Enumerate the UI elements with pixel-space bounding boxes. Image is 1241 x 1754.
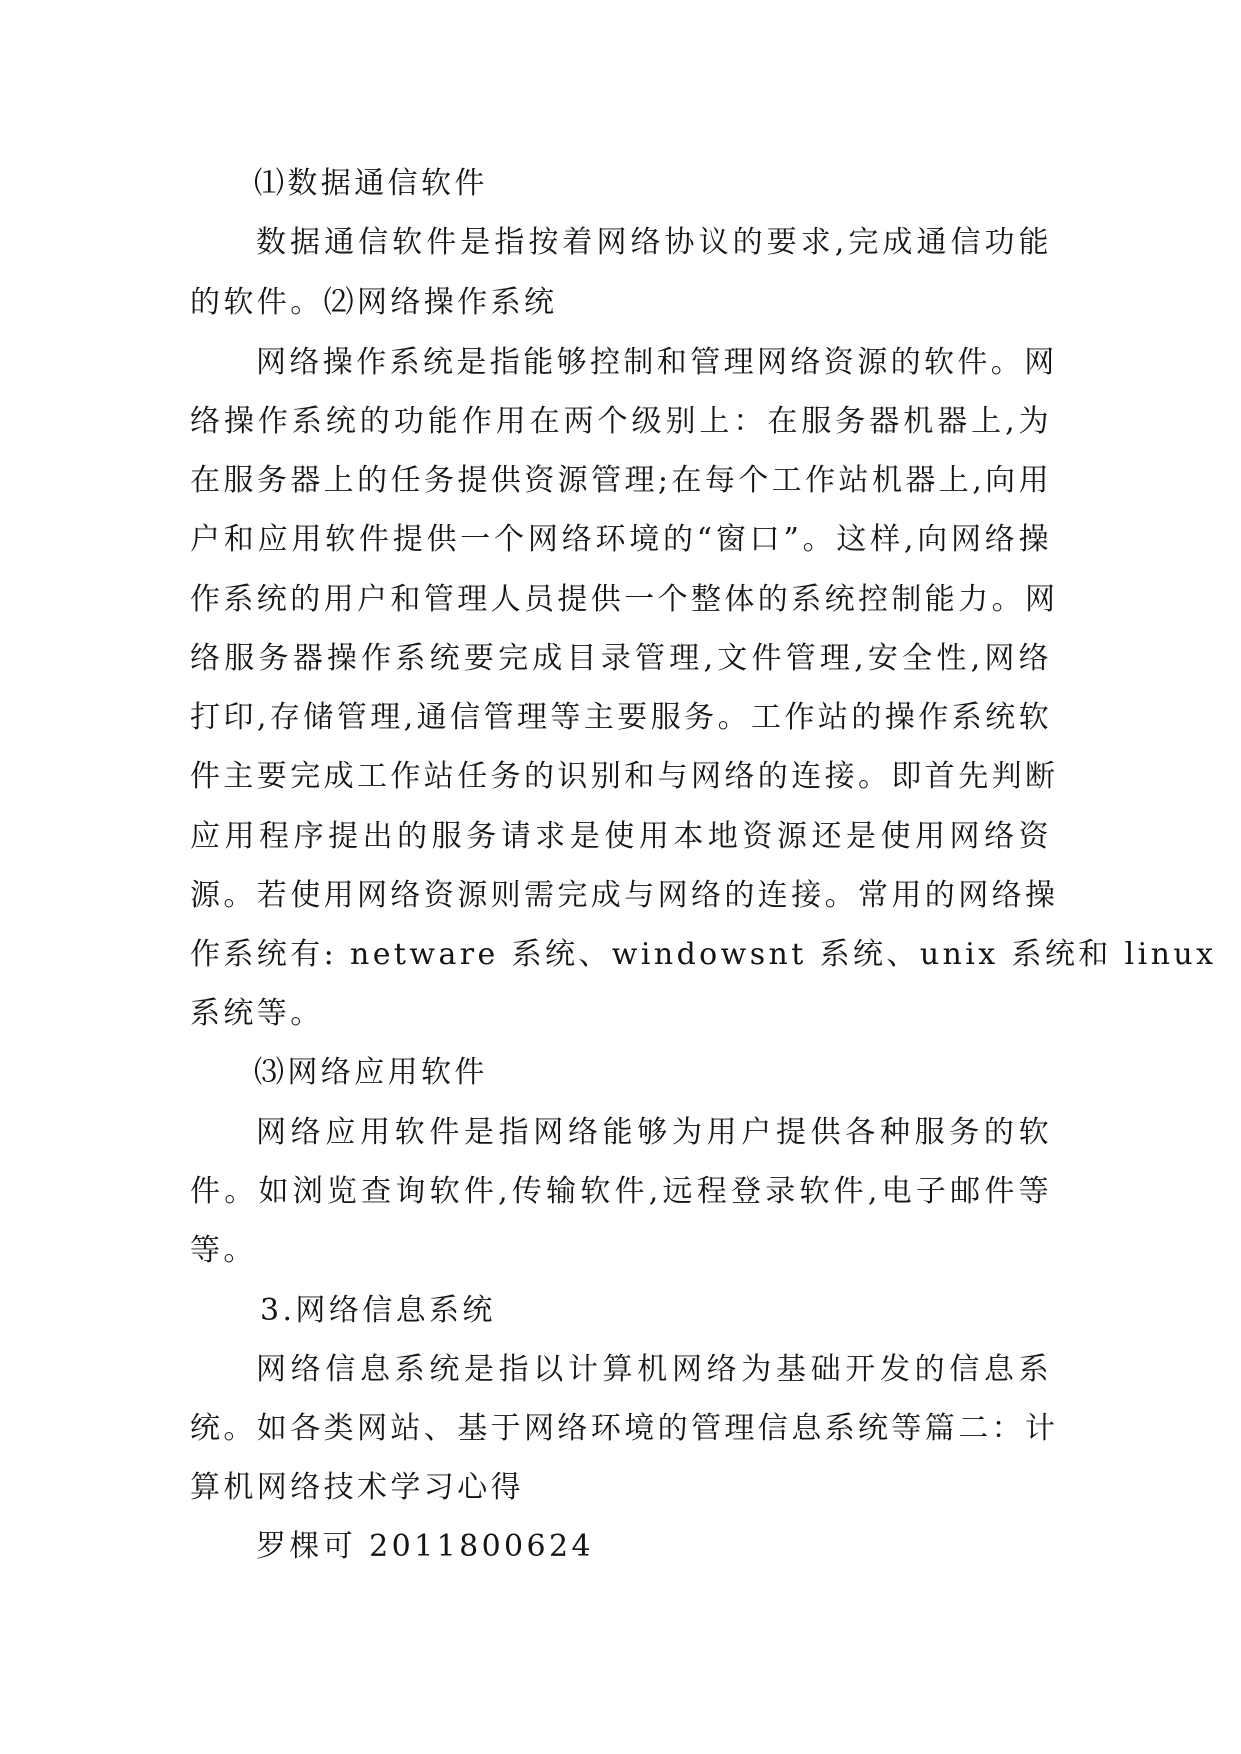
text-line: 数据通信软件是指按着网络协议的要求,完成通信功能: [256, 225, 1052, 260]
text-line: 罗棵可 2011800624: [256, 1529, 595, 1564]
text-line: ⑴数据通信软件: [254, 166, 488, 201]
text-line: 作系统的用户和管理人员提供一个整体的系统控制能力。网: [190, 582, 1059, 617]
text-line: 源。若使用网络资源则需完成与网络的连接。常用的网络操: [190, 878, 1059, 913]
text-line: 件主要完成工作站任务的识别和与网络的连接。即首先判断: [190, 759, 1059, 794]
text-line: 应用程序提出的服务请求是使用本地资源还是使用网络资: [190, 819, 1052, 854]
text-line: 3.网络信息系统: [260, 1293, 496, 1328]
text-line: 的软件。⑵网络操作系统: [190, 285, 558, 320]
text-line: 统。如各类网站、基于网络环境的管理信息系统等篇二：计: [190, 1411, 1059, 1446]
text-line: 等。: [190, 1233, 257, 1268]
text-line: 作系统有: netware 系统、windowsnt 系统、unix 系统和 linux: [190, 937, 1217, 972]
text-line: 算机网络技术学习心得: [190, 1470, 524, 1505]
text-line: 系统等。: [190, 996, 324, 1031]
text-line: 户和应用软件提供一个网络环境的“窗口”。这样,向网络操: [190, 522, 1052, 557]
text-line: 网络信息系统是指以计算机网络为基础开发的信息系: [256, 1352, 1052, 1387]
text-line: 打印,存储管理,通信管理等主要服务。工作站的操作系统软: [190, 700, 1052, 735]
text-line: 络服务器操作系统要完成目录管理,文件管理,安全性,网络: [190, 641, 1052, 676]
text-line: 件。如浏览查询软件,传输软件,远程登录软件,电子邮件等: [190, 1174, 1052, 1209]
text-line: 在服务器上的任务提供资源管理;在每个工作站机器上,向用: [190, 463, 1052, 498]
text-line: 网络操作系统是指能够控制和管理网络资源的软件。网: [256, 345, 1058, 380]
text-line: 网络应用软件是指网络能够为用户提供各种服务的软: [256, 1115, 1052, 1150]
text-line: ⑶网络应用软件: [254, 1055, 488, 1090]
text-line: 络操作系统的功能作用在两个级别上：在服务器机器上,为: [190, 404, 1052, 439]
